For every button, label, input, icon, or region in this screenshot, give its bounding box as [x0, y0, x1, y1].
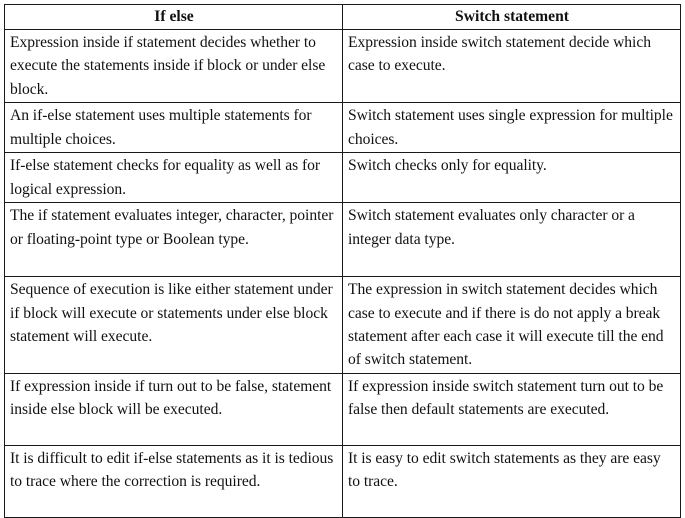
cell-if-else: Sequence of execution is like either statement under if block will execute or statements under else block statement will execute.	[5, 277, 343, 374]
header-row	[5, 5, 681, 30]
cell-if-else: If expression inside if turn out to be false, statement inside else block will be executed.	[5, 373, 343, 445]
cell-switch: The expression in switch statement decides which case to execute and if there is do not apply a break statement after each case it will execute till the end of switch statement.	[343, 277, 681, 374]
cell-if-else: An if-else statement uses multiple statements for multiple choices.	[5, 103, 343, 153]
cell-switch: Expression inside switch statement decide which case to execute.	[343, 30, 681, 103]
table-row	[5, 203, 681, 277]
header-switch: Switch statement	[343, 5, 681, 30]
cell-if-else: If-else statement checks for equality as well as for logical expression.	[5, 153, 343, 203]
table-body	[5, 30, 681, 518]
table-header	[5, 5, 681, 30]
table-row	[5, 30, 681, 103]
table-row	[5, 373, 681, 445]
cell-switch: Switch statement uses single expression for multiple choices.	[343, 103, 681, 153]
comparison-table	[4, 4, 681, 518]
table-row	[5, 153, 681, 203]
table-row	[5, 103, 681, 153]
header-if-else: If else	[5, 5, 343, 30]
cell-switch: It is easy to edit switch statements as they are easy to trace.	[343, 445, 681, 517]
cell-switch: Switch checks only for equality.	[343, 153, 681, 203]
cell-if-else: Expression inside if statement decides whether to execute the statements inside if block or under else block.	[5, 30, 343, 103]
cell-if-else: The if statement evaluates integer, character, pointer or floating-point type or Boolean type.	[5, 203, 343, 277]
cell-switch: Switch statement evaluates only character or a integer data type.	[343, 203, 681, 277]
table-row	[5, 277, 681, 374]
cell-switch: If expression inside switch statement turn out to be false then default statements are executed.	[343, 373, 681, 445]
cell-if-else: It is difficult to edit if-else statements as it is tedious to trace where the correction is required.	[5, 445, 343, 517]
table-row	[5, 445, 681, 517]
